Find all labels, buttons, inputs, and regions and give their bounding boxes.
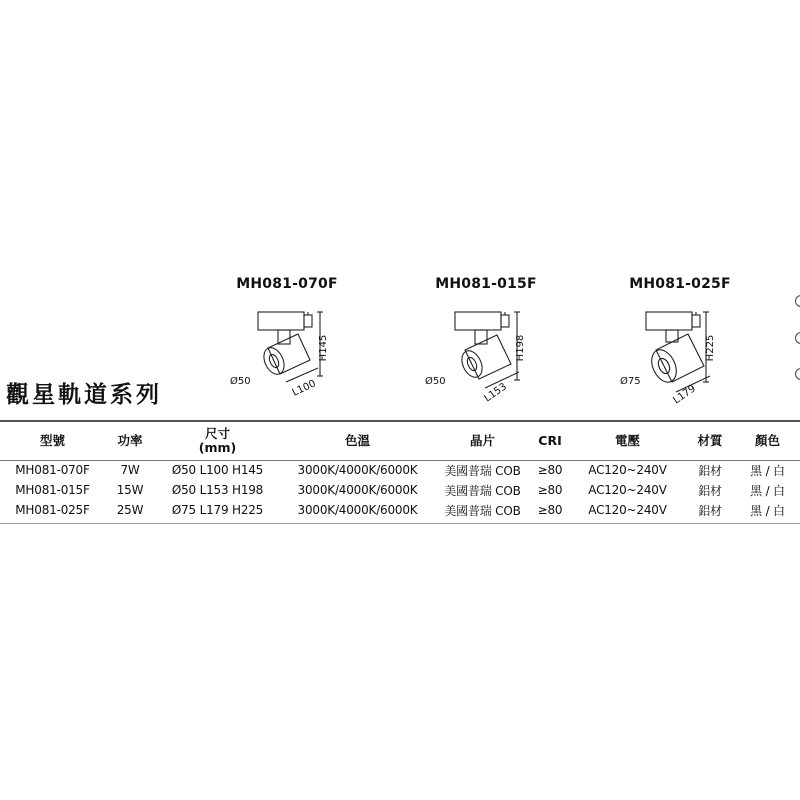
cell-color: 黑 / 白 [750,503,785,518]
edge-dot-decoration [795,332,800,344]
cell-model: MH081-070F [15,463,90,477]
diameter-label-2: Ø50 [425,376,446,387]
header-voltage: 電壓 [614,432,640,448]
table-row [0,480,800,500]
track-light-drawing-2 [425,300,555,410]
height-label-2: H198 [515,334,526,362]
cell-power: 25W [116,503,144,517]
cell-voltage: AC120~240V [588,483,667,497]
edge-dot-decoration [795,368,800,380]
cell-voltage: AC120~240V [588,503,667,517]
header-color: 顏色 [754,432,780,448]
product-model-label-2: MH081-015F [435,276,537,292]
cell-color: 黑 / 白 [750,463,785,478]
cell-power: 15W [116,483,144,497]
cell-size: Ø50 L100 H145 [171,463,264,477]
diameter-label-3: Ø75 [620,376,641,387]
cell-cct: 3000K/4000K/6000K [297,503,418,517]
table-row [0,500,800,520]
header-size-unit: (mm) [198,440,237,455]
cell-cct: 3000K/4000K/6000K [297,463,418,477]
table-header-row [0,424,800,458]
header-size-label: 尺寸 [204,425,230,441]
cell-cri: ≥80 [537,483,563,497]
cell-material: 鋁材 [698,463,722,478]
product-model-label-3: MH081-025F [629,276,731,292]
header-size [155,424,280,458]
cell-chip: 美國普瑞 COB [444,503,521,518]
cell-size: Ø75 L179 H225 [171,503,264,517]
cell-chip: 美國普瑞 COB [444,483,521,498]
spec-table [0,424,800,520]
table-top-rule [0,420,800,422]
product-model-label-1: MH081-070F [236,276,338,292]
cell-size: Ø50 L153 H198 [171,483,264,497]
header-power: 功率 [117,432,143,448]
cell-power: 7W [120,463,140,477]
cell-color: 黑 / 白 [750,483,785,498]
cell-voltage: AC120~240V [588,463,667,477]
series-title: 觀星軌道系列 [6,382,162,408]
height-label-3: H225 [705,334,716,362]
length-label-2: L153 [482,381,509,405]
cell-cri: ≥80 [537,463,563,477]
diameter-label-1: Ø50 [230,376,251,387]
track-light-drawing-1 [228,300,358,410]
cell-material: 鋁材 [698,483,722,498]
track-light-drawing-3 [620,300,750,410]
table-row [0,460,800,480]
header-model: 型號 [39,432,65,448]
header-cct: 色溫 [344,432,370,448]
cell-cri: ≥80 [537,503,563,517]
cell-chip: 美國普瑞 COB [444,463,521,478]
cell-model: MH081-015F [15,483,90,497]
header-cri: CRI [538,432,562,448]
header-chip: 晶片 [469,432,495,448]
cell-cct: 3000K/4000K/6000K [297,483,418,497]
table-bottom-rule [0,523,800,524]
length-label-3: L179 [671,383,698,407]
length-label-1: L100 [290,378,318,399]
edge-dot-decoration [795,295,800,307]
height-label-1: H145 [318,334,329,362]
cell-material: 鋁材 [698,503,722,518]
cell-model: MH081-025F [15,503,90,517]
header-material: 材質 [697,432,723,448]
